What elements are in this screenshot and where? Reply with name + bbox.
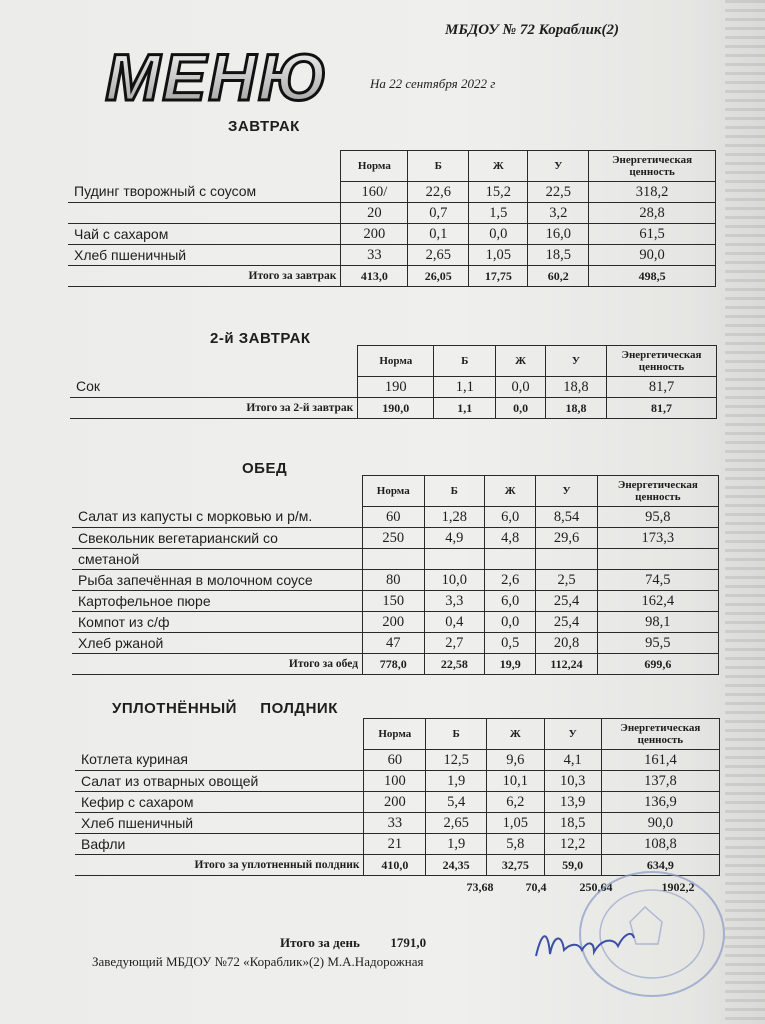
total-energy: 634,9 — [601, 855, 719, 876]
dish-name: Пудинг творожный с соусом — [68, 182, 341, 203]
table-row — [75, 792, 720, 813]
norma-value: 80 — [363, 570, 425, 591]
b-header: Б — [426, 719, 487, 750]
carb-value: 18,5 — [544, 813, 601, 834]
grand-total-zh: 70,4 — [525, 880, 547, 894]
norma-value: 250 — [363, 528, 425, 549]
table-row — [68, 224, 716, 245]
energy-value: 61,5 — [589, 224, 716, 245]
energy-value: 81,7 — [607, 377, 717, 398]
protein-value: 2,65 — [408, 245, 469, 266]
table-row — [72, 528, 719, 549]
u-header: У — [544, 719, 601, 750]
dish-name: сметаной — [72, 549, 363, 570]
norma-value: 200 — [341, 224, 408, 245]
menu-logo — [72, 40, 362, 114]
table-header-row — [75, 719, 720, 750]
dish-name: Кефир с сахаром — [75, 792, 364, 813]
grand-total-energy: 1902,2 — [661, 880, 695, 894]
total-fat: 17,75 — [469, 266, 528, 287]
energy-value: 137,8 — [601, 771, 719, 792]
fat-value: 1,5 — [469, 203, 528, 224]
fat-value: 1,05 — [487, 813, 544, 834]
norma-value: 200 — [364, 792, 426, 813]
total-carb: 18,8 — [545, 398, 606, 419]
b-header: Б — [434, 346, 496, 377]
carb-value: 10,3 — [544, 771, 601, 792]
total-row — [70, 398, 717, 419]
total-label: Итого за обед — [72, 654, 363, 675]
total-row — [72, 654, 719, 675]
fat-value: 0,0 — [496, 377, 546, 398]
carb-value: 18,8 — [545, 377, 606, 398]
dish-name: Котлета куриная — [75, 750, 364, 771]
total-fat: 19,9 — [485, 654, 536, 675]
table-row — [68, 203, 716, 224]
dish-name: Вафли — [75, 834, 364, 855]
carb-value — [536, 549, 597, 570]
section-title-second-breakfast: 2-й ЗАВТРАК — [210, 330, 311, 347]
grand-total-u: 250,64 — [579, 880, 613, 894]
day-total — [280, 935, 426, 951]
dish-name: Компот из с/ф — [72, 612, 363, 633]
header-spacer — [70, 346, 358, 377]
dish-name: Свекольник вегетарианский со — [72, 528, 363, 549]
total-protein: 22,58 — [424, 654, 485, 675]
organization-name: МБДОУ № 72 Кораблик(2) — [445, 22, 620, 38]
zh-header: Ж — [487, 719, 544, 750]
svg-text:МЕНЮ: МЕНЮ — [105, 40, 329, 114]
carb-value: 8,54 — [536, 507, 597, 528]
carb-value: 25,4 — [536, 591, 597, 612]
norma-value: 190 — [358, 377, 434, 398]
protein-value: 4,9 — [424, 528, 485, 549]
energy-value: 90,0 — [589, 245, 716, 266]
fat-value: 5,8 — [487, 834, 544, 855]
second-breakfast-table — [70, 345, 717, 419]
dish-name: Салат из капусты с морковью и р/м. — [72, 507, 363, 528]
energy-header: Энергетическая ценность — [601, 719, 719, 750]
carb-value: 16,0 — [528, 224, 589, 245]
dish-name: Хлеб пшеничный — [75, 813, 364, 834]
carb-value: 18,5 — [528, 245, 589, 266]
total-energy: 498,5 — [589, 266, 716, 287]
scan-edge-shadow — [725, 0, 765, 1024]
table-row — [72, 507, 719, 528]
norma-value: 33 — [364, 813, 426, 834]
fat-value: 4,8 — [485, 528, 536, 549]
dish-name: Хлеб пшеничный — [68, 245, 341, 266]
fat-value: 1,05 — [469, 245, 528, 266]
fat-value — [485, 549, 536, 570]
carb-value: 22,5 — [528, 182, 589, 203]
table-header-row — [72, 476, 719, 507]
total-label: Итого за завтрак — [68, 266, 341, 287]
fat-value: 9,6 — [487, 750, 544, 771]
header-spacer — [72, 476, 363, 507]
breakfast-table — [68, 150, 716, 287]
norma-value: 100 — [364, 771, 426, 792]
energy-value: 108,8 — [601, 834, 719, 855]
table-row — [72, 570, 719, 591]
energy-value: 318,2 — [589, 182, 716, 203]
total-fat: 32,75 — [487, 855, 544, 876]
section-title-lunch: ОБЕД — [242, 460, 288, 477]
menu-date: На 22 сентября 2022 г — [370, 76, 496, 91]
energy-value: 98,1 — [597, 612, 718, 633]
dish-name: Картофельное пюре — [72, 591, 363, 612]
fat-value: 0,5 — [485, 633, 536, 654]
table-header-row — [68, 151, 716, 182]
snack-table — [75, 718, 720, 876]
table-row — [72, 633, 719, 654]
protein-value — [424, 549, 485, 570]
section-title-snack: УПЛОТНЁННЫЙ ПОЛДНИК — [112, 700, 338, 717]
protein-value: 10,0 — [424, 570, 485, 591]
header-spacer — [68, 151, 341, 182]
norma-value: 33 — [341, 245, 408, 266]
carb-value: 2,5 — [536, 570, 597, 591]
protein-value: 3,3 — [424, 591, 485, 612]
table-row — [75, 813, 720, 834]
table-row — [72, 591, 719, 612]
table-row — [72, 612, 719, 633]
dish-name: Чай с сахаром — [68, 224, 341, 245]
fat-value: 10,1 — [487, 771, 544, 792]
carb-value: 12,2 — [544, 834, 601, 855]
dish-name: Рыба запечённая в молочном соусе — [72, 570, 363, 591]
norma-value — [363, 549, 425, 570]
protein-value: 0,7 — [408, 203, 469, 224]
handwritten-signature — [528, 920, 638, 970]
total-label: Итого за 2-й завтрак — [70, 398, 358, 419]
norma-header: Норма — [364, 719, 426, 750]
protein-value: 12,5 — [426, 750, 487, 771]
norma-value: 200 — [363, 612, 425, 633]
protein-value: 0,4 — [424, 612, 485, 633]
fat-value: 6,2 — [487, 792, 544, 813]
day-total-label: Итого за день — [280, 935, 360, 950]
carb-value: 4,1 — [544, 750, 601, 771]
total-row — [68, 266, 716, 287]
header-spacer — [75, 719, 364, 750]
energy-value — [597, 549, 718, 570]
energy-value: 95,8 — [597, 507, 718, 528]
norma-header: Норма — [363, 476, 425, 507]
energy-header: Энергетическая ценность — [589, 151, 716, 182]
fat-value: 15,2 — [469, 182, 528, 203]
norma-value: 47 — [363, 633, 425, 654]
protein-value: 0,1 — [408, 224, 469, 245]
energy-value: 90,0 — [601, 813, 719, 834]
total-norma: 190,0 — [358, 398, 434, 419]
u-header: У — [545, 346, 606, 377]
protein-value: 1,9 — [426, 834, 487, 855]
norma-value: 21 — [364, 834, 426, 855]
energy-header: Энергетическая ценность — [607, 346, 717, 377]
energy-value: 173,3 — [597, 528, 718, 549]
total-energy: 699,6 — [597, 654, 718, 675]
b-header: Б — [424, 476, 485, 507]
zh-header: Ж — [485, 476, 536, 507]
carb-value: 29,6 — [536, 528, 597, 549]
total-fat: 0,0 — [496, 398, 546, 419]
protein-value: 5,4 — [426, 792, 487, 813]
energy-value: 74,5 — [597, 570, 718, 591]
fat-value: 6,0 — [485, 591, 536, 612]
total-norma: 410,0 — [364, 855, 426, 876]
carb-value: 25,4 — [536, 612, 597, 633]
grand-total-b: 73,68 — [466, 880, 494, 894]
total-energy: 81,7 — [607, 398, 717, 419]
protein-value: 22,6 — [408, 182, 469, 203]
carb-value: 20,8 — [536, 633, 597, 654]
dish-name: Сок — [70, 377, 358, 398]
norma-header: Норма — [341, 151, 408, 182]
protein-value: 1,28 — [424, 507, 485, 528]
day-total-value: 1791,0 — [390, 935, 427, 950]
norma-value: 20 — [341, 203, 408, 224]
carb-value: 3,2 — [528, 203, 589, 224]
norma-header: Норма — [358, 346, 434, 377]
fat-value: 0,0 — [469, 224, 528, 245]
norma-value: 160/ — [341, 182, 408, 203]
u-header: У — [536, 476, 597, 507]
energy-value: 136,9 — [601, 792, 719, 813]
energy-value: 162,4 — [597, 591, 718, 612]
protein-value: 1,9 — [426, 771, 487, 792]
table-row — [68, 182, 716, 203]
total-carb: 112,24 — [536, 654, 597, 675]
energy-header: Энергетическая ценность — [597, 476, 718, 507]
table-row — [72, 549, 719, 570]
b-header: Б — [408, 151, 469, 182]
fat-value: 0,0 — [485, 612, 536, 633]
protein-value: 2,65 — [426, 813, 487, 834]
total-protein: 24,35 — [426, 855, 487, 876]
energy-value: 161,4 — [601, 750, 719, 771]
table-row — [70, 377, 717, 398]
lunch-table — [72, 475, 719, 675]
norma-value: 60 — [363, 507, 425, 528]
protein-value: 2,7 — [424, 633, 485, 654]
protein-value: 1,1 — [434, 377, 496, 398]
energy-value: 95,5 — [597, 633, 718, 654]
total-protein: 26,05 — [408, 266, 469, 287]
zh-header: Ж — [469, 151, 528, 182]
energy-value: 28,8 — [589, 203, 716, 224]
total-carb: 59,0 — [544, 855, 601, 876]
total-carb: 60,2 — [528, 266, 589, 287]
dish-name — [68, 203, 341, 224]
u-header: У — [528, 151, 589, 182]
dish-name: Хлеб ржаной — [72, 633, 363, 654]
total-label: Итого за уплотненный полдник — [75, 855, 364, 876]
total-norma: 778,0 — [363, 654, 425, 675]
dish-name: Салат из отварных овощей — [75, 771, 364, 792]
fat-value: 6,0 — [485, 507, 536, 528]
norma-value: 150 — [363, 591, 425, 612]
director-signature-line: Заведующий МБДОУ №72 «Кораблик»(2) М.А.Надорожная — [92, 954, 424, 969]
norma-value: 60 — [364, 750, 426, 771]
table-row — [75, 834, 720, 855]
zh-header: Ж — [496, 346, 546, 377]
table-header-row — [70, 346, 717, 377]
section-title-breakfast: ЗАВТРАК — [228, 118, 300, 135]
total-norma: 413,0 — [341, 266, 408, 287]
carb-value: 13,9 — [544, 792, 601, 813]
table-row — [75, 750, 720, 771]
table-row — [68, 245, 716, 266]
fat-value: 2,6 — [485, 570, 536, 591]
table-row — [75, 771, 720, 792]
total-protein: 1,1 — [434, 398, 496, 419]
